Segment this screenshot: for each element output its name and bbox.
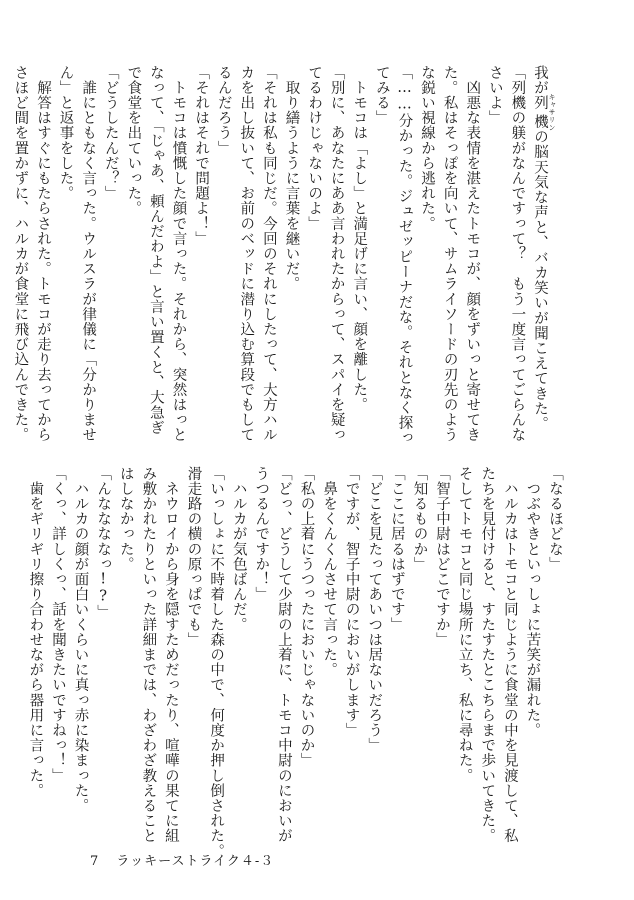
text-line: 解答はすぐにもたらされた。トモコが走り去ってから [34,65,51,443]
upper-text-block [12,65,556,446]
text-line: てみる」 [373,65,390,126]
text-line: うつるんですか！」 [253,466,270,602]
text-line: ん」と返事をした。 [57,65,74,201]
text-line: 「私の上着にうつったにおいじゃないのか」 [298,466,315,768]
text-line: 歯をギリギリ擦り合わせながら器用に言った。 [27,466,44,799]
text-line: さいよ」 [486,65,503,126]
text-line: カを出し抜いて、お前のベッドに潜り込む算段でもして [238,65,255,443]
text-line: 鼻をくんくんさせて言った。 [321,466,338,678]
text-line: 「どこを見たってあいつは居ないだろう」 [366,466,383,753]
page-number: 7 [90,854,100,869]
text-line: で食堂を出ていった。 [125,65,142,216]
text-line: トモコは「よし」と満足げに言い、顔を離した。 [351,65,368,413]
text-line: 我が列機 キャサリンの脳天気な声と、バカ笑いが聞こえてきた。 [532,65,556,432]
text-line: 「ここに居るはずです」 [388,466,405,633]
text-line: み敷かれたりといった詳細までは、わざわざ教えること [140,466,157,844]
text-line: なって、「じゃあ、頼んだわよ」と言い置くと、大急ぎ [147,65,164,436]
text-line: 「んななななっ!?」 [95,466,112,620]
text-line: ネウロイから身を隠すためだったり、喧嘩の果てに組 [162,466,179,844]
text-line: 誰にともなく言った。ウルスラが律儀に「分かりませ [80,65,97,443]
text-line: 「それは私も同じだ。今回のそれにしたって、大方ハル [260,65,277,443]
text-line: な鋭い視線から逃れた。 [419,65,436,232]
text-line: 「知るものか」 [411,466,428,572]
text-line: るんだろう」 [215,65,232,156]
text-line: たちを見付けると、すたすたとこちらまで歩いてきた。 [479,466,496,844]
text-line: 「列機の躾がなんですって？ もう一度言ってごらんな [509,65,526,443]
text-line: 滑走路の横の原っぱでも」 [185,466,202,648]
text-line: 「……分かった。ジュゼッピーナだな。それとなく探っ [396,65,413,446]
text-line: 「どうしたんだ？」 [102,65,119,201]
text-line: 「どっ、どうして少尉の上着に、トモコ中尉のにおいが [275,466,292,844]
text-line: 凶悪な表情を湛えたトモコが、顔をずいっと寄せてき [464,65,481,443]
text-line: そしてトモコと同じ場所に立ち、私に尋ねた。 [456,466,473,784]
text-line: 「別に、あなたにああ言われたからって、スパイを疑っ [328,65,345,443]
text-line: 「智子中尉はどこですか」 [434,466,451,648]
furigana: キャサリン [548,93,556,132]
text-line: 「それはそれで問題よ！」 [193,65,210,247]
lower-text-block [27,466,566,859]
text-line: ハルカはトモコと同じように食堂の中を見渡して、私 [501,466,518,844]
text-line: た。私はそっぽを向いて、サムライソードの刃先のよう [441,65,458,443]
text-line: つぶやきといっしょに苦笑が漏れた。 [524,466,541,738]
text-line: 「ですが、智子中尉のにおいがします」 [343,466,360,738]
text-line: ハルカが気色ばんだ。 [230,466,247,633]
page-footer [90,850,274,869]
text-line: 「いっしょに不時着した森の中で、何度か押し倒された。 [208,466,225,859]
text-line: トモコは憤慨した顔で言った。それから、突然はっと [170,65,187,443]
text-line: 「なるほどな」 [547,466,563,572]
text-line: はしなかった。 [117,466,134,572]
text-line: てるわけじゃないのよ」 [306,65,323,232]
text-line: 取り繕うように言葉を継いだ。 [283,65,300,292]
text-line: 「くっ、詳しくっ、話を聞きたいですねっ！」 [49,466,66,784]
text-line: ハルカの顔が面白いくらいに真っ赤に染まった。 [72,466,89,814]
text-line: さほど間を置かずに、ハルカが食堂に飛び込んできた。 [12,65,29,443]
running-title: ラッキーストライク４-３ [116,854,275,869]
